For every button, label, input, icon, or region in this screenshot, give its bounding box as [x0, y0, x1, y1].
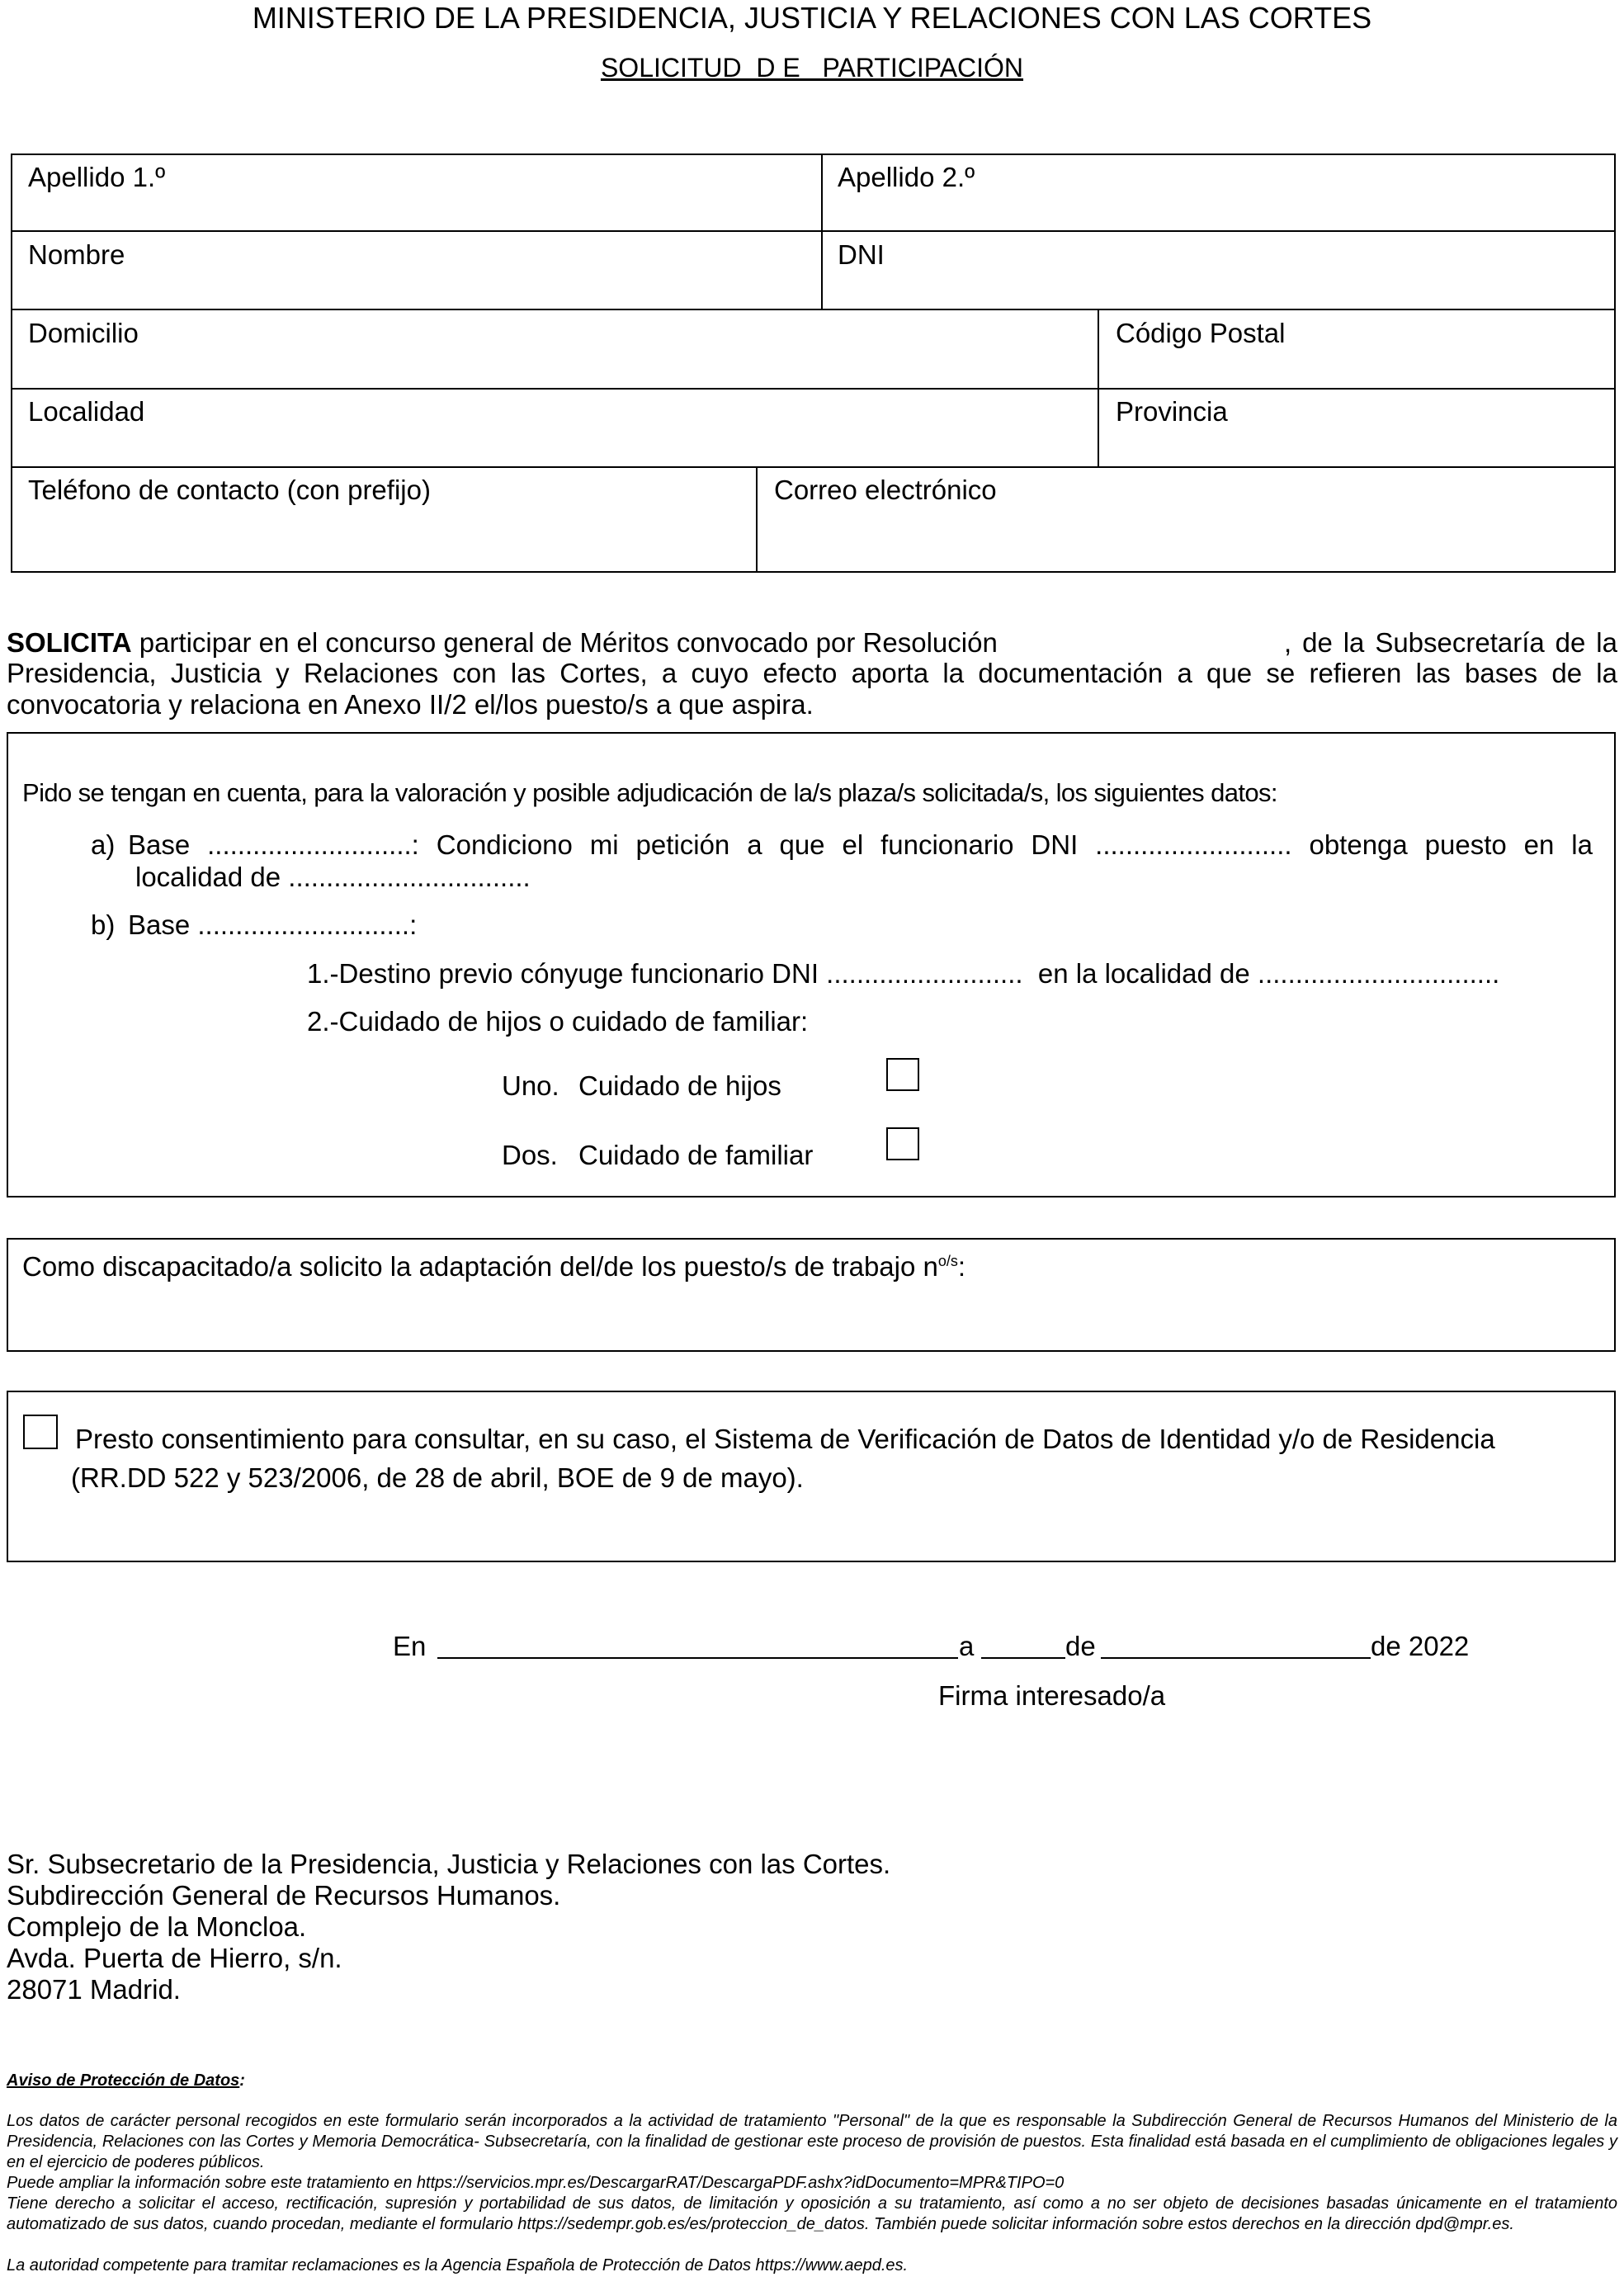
field-dni[interactable]: DNI	[838, 239, 885, 270]
solicita-text-a: participar en el concurso general de Méritos convocado por Resolución	[139, 627, 998, 658]
destinatario-1: Sr. Subsecretario de la Presidencia, Justicia y Relaciones con las Cortes.	[7, 1849, 891, 1879]
field-telefono[interactable]: Teléfono de contacto (con prefijo)	[28, 475, 431, 505]
aviso-title-colon: :	[239, 2071, 245, 2090]
solicita-rest: Presidencia, Justicia y Relaciones con las Cortes, a cuyo efecto aporta la documentación a que se refieren las bases de la convocatoria y relaciona en Anexo II/2 el/los puesto/s a que aspira.	[7, 658, 1617, 720]
pido-a-text2: localidad de ................................	[135, 862, 531, 892]
pido-b-label: b)	[91, 909, 116, 940]
firma-a: a	[959, 1631, 975, 1661]
field-provincia[interactable]: Provincia	[1116, 396, 1228, 427]
solicita-bold: SOLICITA	[7, 627, 132, 658]
firma-de: de	[1065, 1631, 1096, 1661]
dos-label: Dos.	[502, 1140, 558, 1170]
ministry-title: MINISTERIO DE LA PRESIDENCIA, JUSTICIA Y RELACIONES CON LAS CORTES	[252, 1, 1372, 35]
discapacidad-label: Como discapacitado/a solicito la adaptación del/de los puesto/s de trabajo n	[22, 1251, 938, 1282]
uno-text: Cuidado de hijos	[578, 1070, 781, 1101]
cuidado-familiar-checkbox[interactable]	[886, 1127, 919, 1160]
field-apellido1[interactable]: Apellido 1.º	[28, 162, 166, 192]
field-apellido2[interactable]: Apellido 2.º	[838, 162, 975, 192]
pido-b2: 2.-Cuidado de hijos o cuidado de familiar:	[307, 1006, 809, 1037]
pido-a-label: a)	[91, 829, 116, 860]
firma-dia-line[interactable]	[981, 1657, 1065, 1659]
firma-lugar-line[interactable]	[437, 1657, 958, 1659]
consentimiento-line2: (RR.DD 522 y 523/2006, de 28 de abril, BOE de 9 de mayo).	[71, 1462, 804, 1493]
discapacidad-colon: :	[957, 1251, 966, 1282]
discapacidad-sup: o/s	[937, 1253, 958, 1269]
field-domicilio[interactable]: Domicilio	[28, 318, 139, 348]
pido-intro: Pido se tengan en cuenta, para la valoración y posible adjudicación de la/s plaza/s solicitada/s, los siguientes datos:	[22, 778, 1277, 807]
cuidado-hijos-checkbox[interactable]	[886, 1058, 919, 1091]
destinatario-2: Subdirección General de Recursos Humanos.	[7, 1880, 561, 1911]
aviso-title	[7, 2071, 245, 2091]
field-nombre[interactable]: Nombre	[28, 239, 125, 270]
firma-year: de 2022	[1371, 1631, 1470, 1661]
dos-text: Cuidado de familiar	[578, 1140, 814, 1170]
consentimiento-line1: Presto consentimiento para consultar, en su caso, el Sistema de Verificación de Datos de Identidad y/o de Residencia	[75, 1424, 1495, 1454]
pido-a-text: Base ...........................: Condiciono mi petición a que el funcionario DNI .......................... obtenga puesto en la	[128, 829, 1593, 860]
firma-mes-line[interactable]	[1101, 1657, 1371, 1659]
destinatario-4: Avda. Puerta de Hierro, s/n.	[7, 1943, 342, 1973]
personal-data-table	[11, 154, 1616, 573]
pido-b1: 1.-Destino previo cónyuge funcionario DNI .......................... en la localidad de ................................	[307, 958, 1500, 989]
destinatario-5: 28071 Madrid.	[7, 1974, 181, 2005]
uno-label: Uno.	[502, 1070, 559, 1101]
pido-b-text: Base ............................:	[128, 909, 418, 940]
aviso-title-text: Aviso de Protección de Datos	[7, 2071, 240, 2090]
form-title: SOLICITUD D E PARTICIPACIÓN	[600, 53, 1024, 83]
field-localidad[interactable]: Localidad	[28, 396, 145, 427]
firma-label: Firma interesado/a	[938, 1680, 1166, 1711]
aviso-p2: Puede ampliar la información sobre este tratamiento en https://servicios.mpr.es/DescargarRAT/DescargaPDF.ashx?idDocumento=MPR&TIPO=0	[7, 2174, 1065, 2192]
discapacidad-text[interactable]	[22, 1245, 965, 1283]
aviso-p3: Tiene derecho a solicitar el acceso, rectificación, supresión y portabilidad de sus datos, de limitación y oposición a su tratamiento, así como a no ser objeto de decisiones basadas únicamente en el tratamiento automatizado de sus datos, cuando procedan, mediante el formulario https://sedempr.gob.es/es/proteccion_de_datos. También puede solicitar información sobre estos derechos en la dirección dpd@mpr.es.	[7, 2194, 1617, 2233]
destinatario-3: Complejo de la Moncloa.	[7, 1911, 307, 1942]
field-correo[interactable]: Correo electrónico	[774, 475, 997, 505]
solicita-text-b: , de la Subsecretaría de la	[1284, 627, 1617, 658]
aviso-p1: Los datos de carácter personal recogidos en este formulario serán incorporados a la actividad de tratamiento "Personal" de la que es responsable la Subdirección General de Recursos Humanos del Ministerio de la Presidencia, Relaciones con las Cortes y Memoria Democrática- Subsecretaría, con la finalidad de gestionar este proceso de provisión de puestos. Esta finalidad está basada en el cumplimiento de obligaciones legales y en el ejercicio de poderes públicos.	[7, 2112, 1617, 2171]
consentimiento-checkbox[interactable]	[23, 1415, 58, 1449]
firma-en: En	[393, 1631, 427, 1661]
field-codigo-postal[interactable]: Código Postal	[1116, 318, 1286, 348]
aviso-p4: La autoridad competente para tramitar reclamaciones es la Agencia Española de Protección de Datos https://www.aepd.es.	[7, 2256, 909, 2274]
